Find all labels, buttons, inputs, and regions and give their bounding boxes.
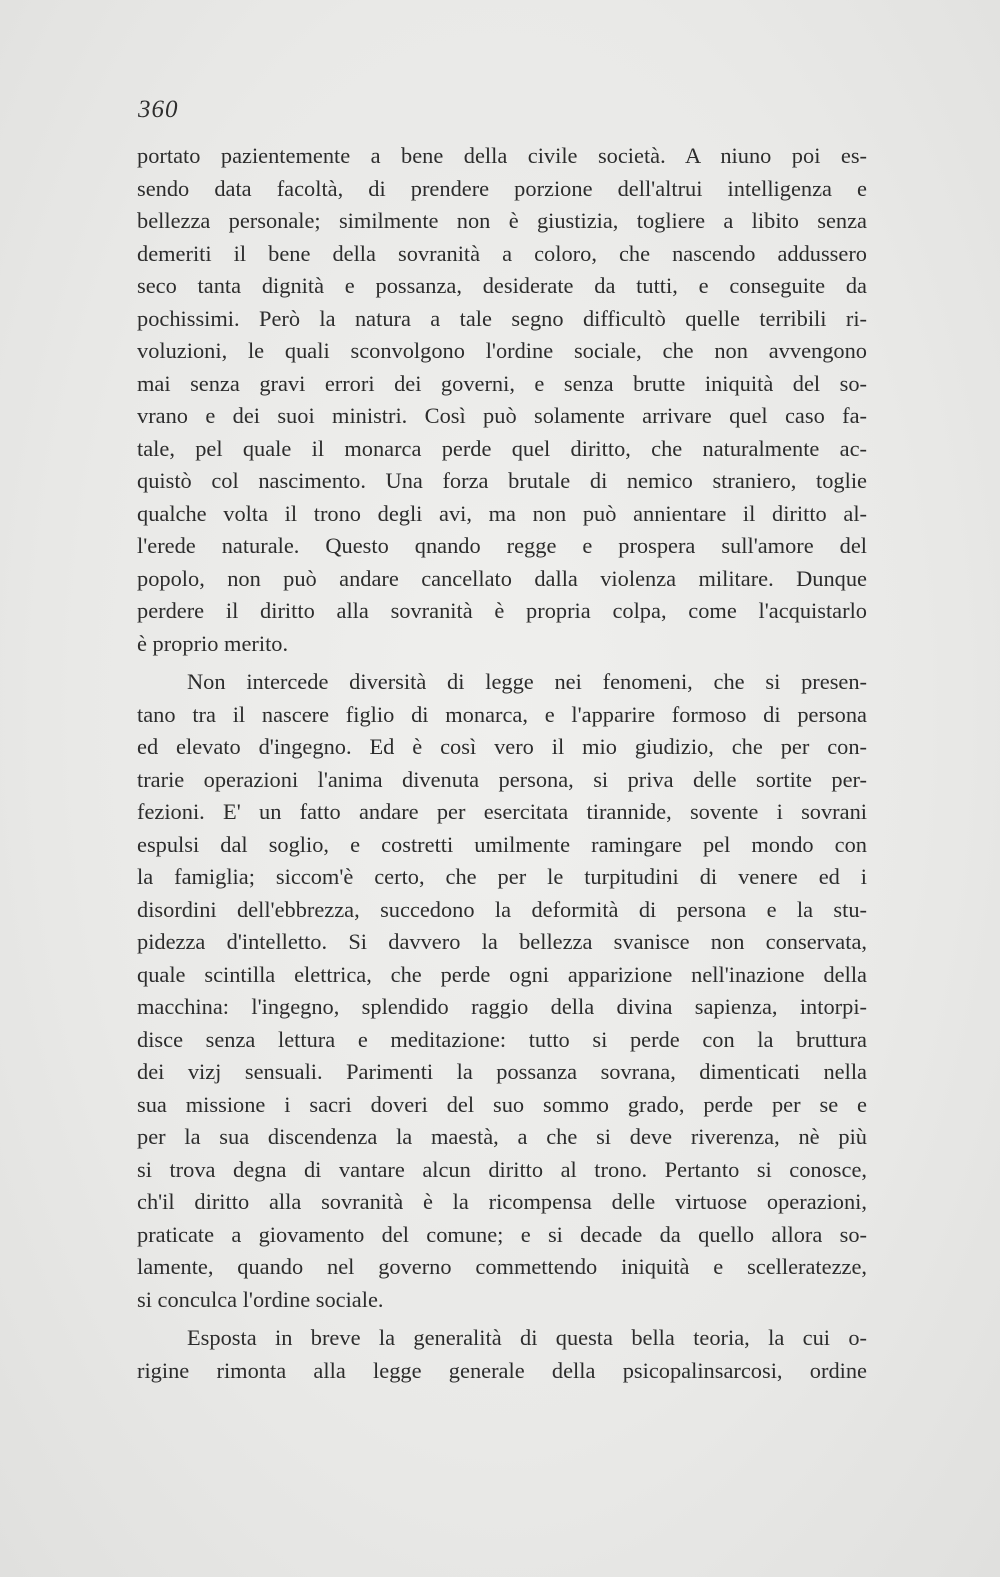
text-line: per la sua discendenza la maestà, a che si deve riverenza, nè più bbox=[137, 1124, 867, 1149]
text-line: vrano e dei suoi ministri. Così può solamente arrivare quel caso fa- bbox=[137, 403, 867, 428]
text-line: quale scintilla elettrica, che perde ogni apparizione nell'inazione della bbox=[137, 961, 867, 987]
text-line: disordini dell'ebbrezza, succedono la deformità di persona e la stu- bbox=[137, 896, 867, 922]
text-line: si trova degna di vantare alcun diritto al trono. Pertanto si conosce, bbox=[137, 1156, 867, 1182]
text-line: espulsi dal soglio, e costretti umilmente ramingare pel mondo con bbox=[137, 831, 867, 857]
text-line: voluzioni, le quali sconvolgono l'ordine sociale, che non avvengono bbox=[137, 338, 867, 363]
text-line: dei vizj sensuali. Parimenti la possanza sovrana, dimenticati nella bbox=[137, 1059, 867, 1084]
text-line: ch'il diritto alla sovranità è la ricompensa delle virtuose operazioni, bbox=[137, 1189, 867, 1214]
text-line: rigine rimonta alla legge generale della psicopalinsarcosi, ordine bbox=[137, 1357, 867, 1383]
text-line: portato pazientemente a bene della civile società. A niuno poi es- bbox=[137, 143, 867, 168]
text-line: disce senza lettura e meditazione: tutto si perde con la bruttura bbox=[137, 1026, 867, 1052]
text-line: sendo data facoltà, di prendere porzione dell'altrui intelligenza e bbox=[137, 175, 867, 201]
page-number: 360 bbox=[138, 96, 179, 123]
text-line: popolo, non può andare cancellato dalla violenza militare. Dunque bbox=[137, 565, 867, 591]
text-line: tale, pel quale il monarca perde quel diritto, che naturalmente ac- bbox=[137, 435, 867, 461]
text-line: la famiglia; siccom'è certo, che per le turpitudini di venere ed i bbox=[137, 864, 867, 889]
text-line: demeriti il bene della sovranità a coloro, che nascendo addussero bbox=[137, 240, 867, 266]
text-line: perdere il diritto alla sovranità è propria colpa, come l'acquistarlo bbox=[137, 598, 867, 623]
text-line: Non intercede diversità di legge nei fenomeni, che si presen- bbox=[187, 669, 867, 694]
paragraph-2 bbox=[137, 666, 867, 1316]
text-line: pochissimi. Però la natura a tale segno difficultò quelle terribili ri- bbox=[137, 305, 867, 331]
text-line: mai senza gravi errori dei governi, e senza brutte iniquità del so- bbox=[137, 370, 867, 396]
text-line: sua missione i sacri doveri del suo sommo grado, perde per se e bbox=[137, 1091, 867, 1117]
text-line: quistò col nascimento. Una forza brutale di nemico straniero, toglie bbox=[137, 468, 867, 493]
text-line: ed elevato d'ingegno. Ed è così vero il mio giudizio, che per con- bbox=[137, 734, 867, 759]
text-line: tano tra il nascere figlio di monarca, e l'apparire formoso di persona bbox=[137, 701, 867, 727]
text-line: fezioni. E' un fatto andare per esercitata tirannide, sovente i sovrani bbox=[137, 799, 867, 824]
text-line: qualche volta il trono degli avi, ma non può annientare il diritto al- bbox=[137, 500, 867, 526]
text-line: trarie operazioni l'anima divenuta persona, si priva delle sortite per- bbox=[137, 766, 867, 792]
text-line: praticate a giovamento del comune; e si decade da quello allora so- bbox=[137, 1221, 867, 1247]
text-line: lamente, quando nel governo commettendo iniquità e scelleratezze, bbox=[137, 1254, 867, 1279]
paragraph-1 bbox=[137, 140, 867, 660]
text-line: bellezza personale; similmente non è giustizia, togliere a libito senza bbox=[137, 208, 867, 233]
text-line: macchina: l'ingegno, splendido raggio della divina sapienza, intorpi- bbox=[137, 994, 867, 1019]
body-text bbox=[137, 140, 867, 1387]
text-line: si conculca l'ordine sociale. bbox=[137, 1286, 384, 1312]
text-line: Esposta in breve la generalità di questa bella teoria, la cui o- bbox=[187, 1325, 867, 1350]
text-line: pidezza d'intelletto. Si davvero la bellezza svanisce non conservata, bbox=[137, 929, 867, 954]
text-line: è proprio merito. bbox=[137, 630, 289, 656]
text-line: l'erede naturale. Questo qnando regge e prospera sull'amore del bbox=[137, 533, 867, 558]
paragraph-3 bbox=[137, 1322, 867, 1387]
text-line: seco tanta dignità e possanza, desiderate da tutti, e conseguite da bbox=[137, 273, 867, 298]
